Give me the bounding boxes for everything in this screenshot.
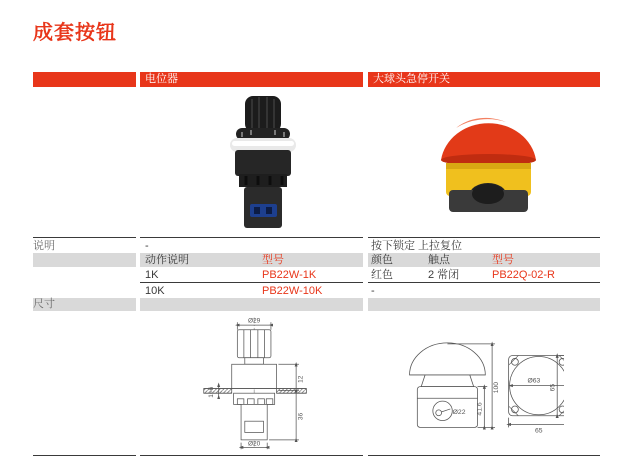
subheader-bg-label <box>33 253 136 267</box>
col2-row2-color: - <box>371 285 375 297</box>
potentiometer-photo <box>206 92 321 232</box>
size-row-bg-col1 <box>140 298 363 311</box>
dim-panel-thickness: 1~6 <box>208 386 216 398</box>
col1-desc: - <box>145 240 149 252</box>
header-bar-blank <box>33 72 136 87</box>
col1-row1-action: 1K <box>145 269 159 281</box>
table-top-border-label <box>33 237 136 238</box>
col2-desc: 按下锁定 上拉复位 <box>371 240 463 252</box>
column2-header-label: 大球头急停开关 <box>373 73 450 85</box>
row-label-size: 尺寸 <box>33 298 55 310</box>
col1-th-action: 动作说明 <box>145 254 189 266</box>
estop-dimension-drawing <box>394 334 564 446</box>
dim-box-side: 65 <box>549 383 557 392</box>
col1-th-model: 型号 <box>262 254 284 266</box>
col1-row2-model: PB22W-10K <box>262 285 323 297</box>
row-separator-col2 <box>368 282 600 283</box>
header-bar-estop <box>368 72 600 87</box>
size-row-bg-col2 <box>368 298 600 311</box>
col1-row1-model: PB22W-1K <box>262 269 317 281</box>
dim-release-diameter: Ø22 <box>452 408 466 416</box>
col2-row1-model: PB22Q-02-R <box>492 269 555 281</box>
table-top-border-col1 <box>140 237 363 238</box>
dim-body-height: 41.6 <box>476 402 484 416</box>
dim-stem-diameter: Ø20 <box>247 440 261 448</box>
col2-th-model: 型号 <box>492 254 514 266</box>
bottom-border-col1 <box>140 455 363 456</box>
estop-photo <box>426 104 551 216</box>
bottom-border-col2 <box>368 455 600 456</box>
dim-total-height: 100 <box>492 381 500 394</box>
col2-th-color: 颜色 <box>371 254 393 266</box>
page-title: 成套按钮 <box>33 22 117 44</box>
potentiometer-dimension-drawing <box>200 312 312 452</box>
col2-row1-contact: 2 常闭 <box>428 269 460 281</box>
dim-upper-height: 12 <box>297 375 305 383</box>
dim-head-diameter: Ø63 <box>527 377 541 385</box>
table-top-border-col2 <box>368 237 600 238</box>
header-bar-potentiometer <box>140 72 363 87</box>
dim-box-width: 65 <box>534 427 543 435</box>
col1-row2-action: 10K <box>145 285 165 297</box>
column1-header-label: 电位器 <box>145 73 178 85</box>
col2-row1-color: 红色 <box>371 269 393 281</box>
dim-knob-diameter: Ø29 <box>247 317 261 325</box>
dim-lower-height: 36 <box>297 412 305 421</box>
bottom-border-label <box>33 455 136 456</box>
col2-th-contact: 触点 <box>428 254 450 266</box>
row-separator-col1 <box>140 282 363 283</box>
row-label-desc: 说明 <box>33 240 55 252</box>
subheader-bg-col2 <box>368 253 600 267</box>
